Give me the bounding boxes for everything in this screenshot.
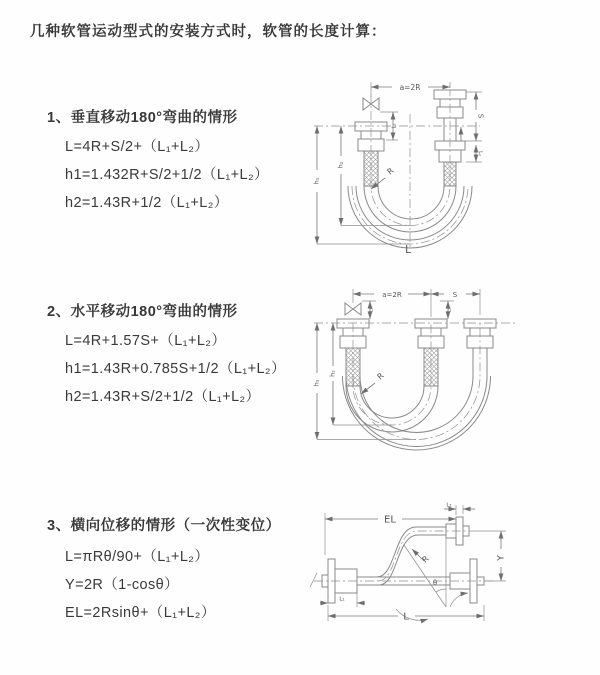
dim-label-a2r: a=2R [382,290,402,299]
section-1-heading: 1、垂直移动180°弯曲的情形 [47,110,238,126]
length-label: L [405,244,411,256]
radius-label: R [385,166,396,177]
dim-label-s: S [476,113,485,119]
diagram-lateral-displacement [298,497,593,656]
dim-label-l1: L₁ [368,307,375,313]
formula-2-length: L=4R+1.57S+（L₁+L₂） [65,333,227,349]
formula-1-h1: h1=1.432R+S/2+1/2（L₁+L₂） [65,167,269,183]
dim-label-y: Y [496,555,507,561]
diagram-horizontal-180-bend [308,281,566,460]
dim-label-l2: L₂ [477,151,483,156]
dim-label-l: L [403,611,409,623]
dim-label-l2: L₂ [446,307,453,313]
formula-1-h2: h2=1.43R+1/2（L₁+L₂） [65,195,229,211]
radius-label: R [420,554,431,565]
dim-label-a2r: a=2R [399,82,421,92]
dim-label-l1: L₁ [391,123,398,129]
valve-icon [345,303,361,315]
angle-label: θ [432,579,438,587]
dim-label-h2: h₂ [328,370,337,377]
dim-label-s: S [452,290,458,299]
break-mark [310,573,317,587]
dimensions [320,503,507,623]
formula-3-y: Y=2R（1-cosθ） [65,577,179,593]
diagram-vertical-180-bend [308,74,566,258]
section-3-heading: 3、横向位移的情形（一次性变位） [47,518,281,534]
formula-2-h1: h1=1.43R+0.785S+1/2（L₁+L₂） [65,361,286,377]
radius-label: R [375,371,386,382]
page-title: 几种软管运动型式的安装方式时，软管的长度计算： [30,24,387,40]
dim-label-l1: L₁ [339,596,345,603]
formula-1-length: L=4R+S/2+（L₁+L₂） [65,139,210,155]
formula-3-el: EL=2Rsinθ+（L₁+L₂） [65,605,216,621]
dim-label-el: EL [384,514,396,526]
formula-3-length: L=πRθ/90+（L₁+L₂） [65,549,210,565]
dim-label-h1: h₁ [312,379,321,387]
dim-label-h2: h₂ [336,161,345,169]
section-2-heading: 2、水平移动180°弯曲的情形 [47,304,238,320]
dim-label-h1: h₁ [312,177,321,185]
formula-2-h2: h2=1.43R+S/2+1/2（L₁+L₂） [65,389,261,405]
dim-label-l2: L₂ [446,502,452,509]
